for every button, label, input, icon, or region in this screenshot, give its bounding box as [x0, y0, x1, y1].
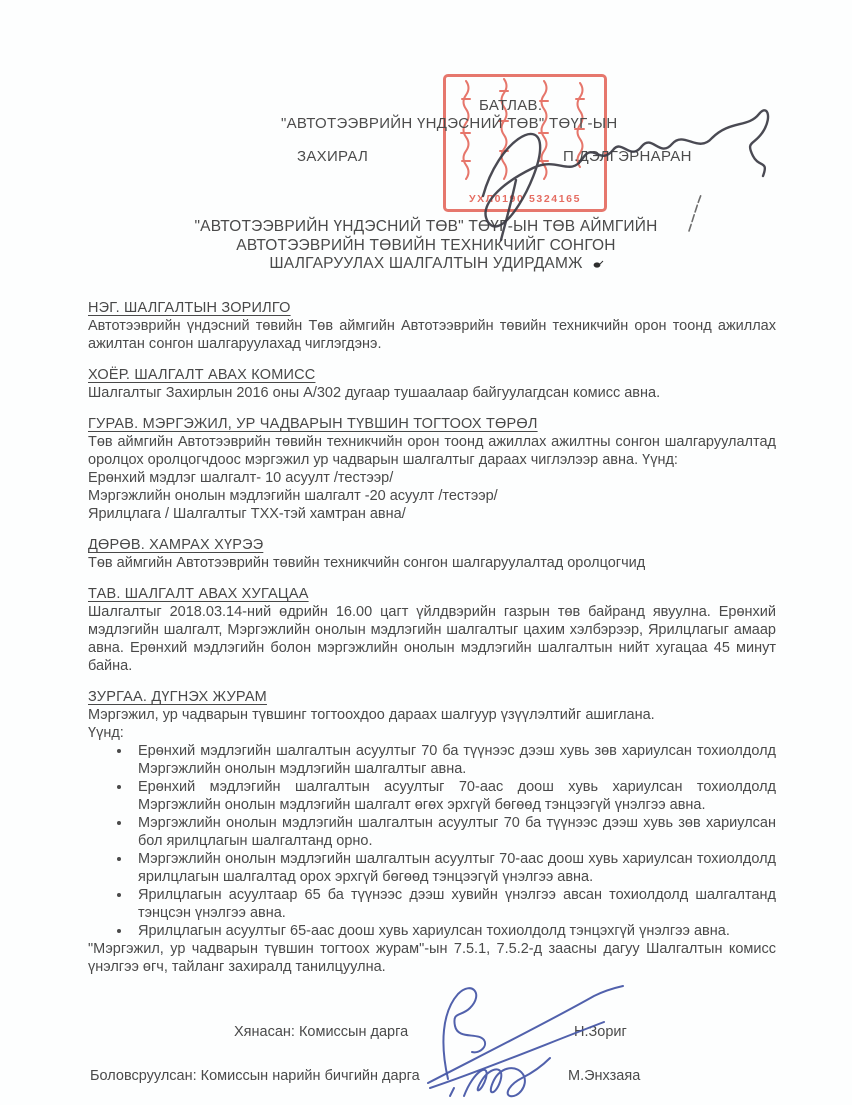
prepared-by-label: Боловсруулсан: Комиссын нарийн бичгийн дарга [90, 1068, 420, 1084]
document-body [88, 299, 776, 989]
section-six-uund: Үүнд: [88, 725, 124, 741]
section-three-skill-types [88, 415, 776, 523]
document-title-line3: ШАЛГАРУУЛАХ ШАЛГАЛТЫН УДИРДАМЖ [269, 255, 583, 272]
section-five-schedule [88, 585, 776, 675]
section-two-heading: ХОЁР. ШАЛГАЛТ АВАХ КОМИСС [88, 367, 316, 383]
section-three-line-interview: Ярилцлага / Шалгалтыг ТХХ-тэй хамтран авна/ [88, 506, 406, 522]
section-three-line-general-test: Ерөнхий мэдлэг шалгалт- 10 асуулт /тестээр/ [88, 470, 394, 486]
section-three-paragraph: Төв аймгийн Автотээврийн төвийн техникчийн орон тоонд ажиллах ажилтны сонгон шалгаруулалтад оролцох оролцогчдоос мэргэжил ур чадварын шалгалтыг дараах чиглэлээр авна. Үүнд: [88, 434, 776, 468]
criteria-item-2: • Ерөнхий мэдлэгийн шалгалтын асуултыг 70-аас доош хувь хариулсан тохиолдолд Мэргэжлийн онолын мэдлэгийн шалгалт өгөх эрхгүй бөгөөд тэнцээгүй үнэлгээ авна. [132, 778, 776, 814]
preparer-signature-icon [436, 1050, 576, 1105]
section-four-paragraph: Төв аймгийн Автотээврийн төвийн техникчийн сонгон шалгаруулалтад оролцогчид [88, 555, 646, 571]
director-label: ЗАХИРАЛ [297, 148, 369, 165]
criteria-item-4: • Мэргэжлийн онолын мэдлэгийн шалгалтын асуултыг 70-аас доош хувь хариулсан тохиолдолд ярилцлагын шалгалтад орох эрхгүй бөгөөд тэнцээгүй үнэлгээ авна. [132, 850, 776, 886]
section-four-heading: ДӨРӨВ. ХАМРАХ ХҮРЭЭ [88, 537, 264, 553]
section-six-heading: ЗУРГАА. ДҮГНЭХ ЖУРАМ [88, 689, 267, 705]
reviewed-by-label: Хянасан: Комиссын дарга [234, 1024, 409, 1040]
criteria-item-3: • Мэргэжлийн онолын мэдлэгийн шалгалтын асуултыг 70 ба түүнээс дээш хувь зөв хариулсан бол ярилцлагын шалгалтанд орно. [132, 814, 776, 850]
section-six-evaluation-rules [88, 688, 776, 976]
section-five-heading: ТАВ. ШАЛГАЛТ АВАХ ХУГАЦАА [88, 586, 309, 602]
prepared-by-name: М.Энхзаяа [568, 1068, 641, 1084]
section-two-commission [88, 366, 776, 402]
section-two-paragraph: Шалгалтыг Захирлын 2016 оны А/302 дугаар тушаалаар байгуулагдсан комисс авна. [88, 385, 661, 401]
section-three-heading: ГУРАВ. МЭРГЭЖИЛ, УР ЧАДВАРЫН ТҮВШИН ТОГТООХ ТӨРӨЛ [88, 416, 538, 432]
section-one-heading: НЭГ. ШАЛГАЛТЫН ЗОРИЛГО [88, 300, 291, 316]
section-three-line-professional-test: Мэргэжлийн онолын мэдлэгийн шалгалт -20 асуулт /тестээр/ [88, 488, 498, 504]
document-title-line2: АВТОТЭЭВРИЙН ТӨВИЙН ТЕХНИКЧИЙГ СОНГОН [236, 236, 616, 254]
director-name: П.ДЭЛГЭРНАРАН [563, 148, 692, 165]
approval-word: БАТЛАВ. [479, 97, 543, 114]
section-six-footer: "Мэргэжил, ур чадварын түвшин тогтоох журам"-ын 7.5.1, 7.5.2-д заасны дагуу Шалгалтын комисс үнэлгээ өгч, тайланг захиралд танилцуулна. [88, 941, 776, 975]
section-five-paragraph: Шалгалтыг 2018.03.14-ний өдрийн 16.00 цагт үйлдвэрийн газрын төв байранд явуулна. Ерөнхий мэдлэгийн шалгалт, Мэргэжлийн онолын мэдлэгийн шалгалтыг цахим хэлбэрээр, Ярилцлагыг амаар авна. Ерөнхий мэдлэгийн болон мэргэжлийн онолын мэдлэгийн шалгалтын нийт хугацаа 45 минут байна. [88, 604, 776, 674]
criteria-item-5: • Ярилцлагын асуултаар 65 ба түүнээс дээш хувийн үнэлгээ авсан тохиолдолд шалгалтанд тэнцсэн үнэлгээ авна. [132, 886, 776, 922]
reviewed-by-name: Н.Зориг [574, 1024, 627, 1040]
director-signature-icon [458, 96, 778, 246]
section-one-purpose [88, 299, 776, 353]
section-four-scope [88, 536, 776, 572]
document-title-line1: "АВТОТЭЭВРИЙН ҮНДЭСНИЙ ТӨВ" ТӨҮГ-ЫН ТӨВ АЙМГИЙН [194, 218, 658, 235]
stamp-serial-number: УХЛ0190 5324165 [468, 193, 582, 205]
section-one-paragraph: Автотээврийн үндэсний төвийн Төв аймгийн Автотээврийн төвийн техникчийн орон тоонд ажиллах ажилтан сонгон шалгаруулахад чиглэгдэнэ. [88, 318, 776, 352]
criteria-item-1: • Ерөнхий мэдлэгийн шалгалтын асуултыг 70 ба түүнээс дээш хувь зөв хариулсан тохиолдолд Мэргэжлийн онолын мэдлэгийн шалгалтыг авна. [132, 742, 776, 778]
criteria-item-6: • Ярилцлагын асуултыг 65-аас доош хувь хариулсан тохиолдолд тэнцэхгүй үнэлгээ авна. [132, 922, 776, 940]
section-six-intro: Мэргэжил, ур чадварын түвшинг тогтоохдоо дараах шалгуур үзүүлэлтийг ашиглана. [88, 707, 655, 723]
evaluation-criteria-list [88, 742, 776, 940]
approval-org-line: "АВТОТЭЭВРИЙН ҮНДЭСНИЙ ТӨВ" ТӨҮГ-ЫН [281, 115, 618, 132]
